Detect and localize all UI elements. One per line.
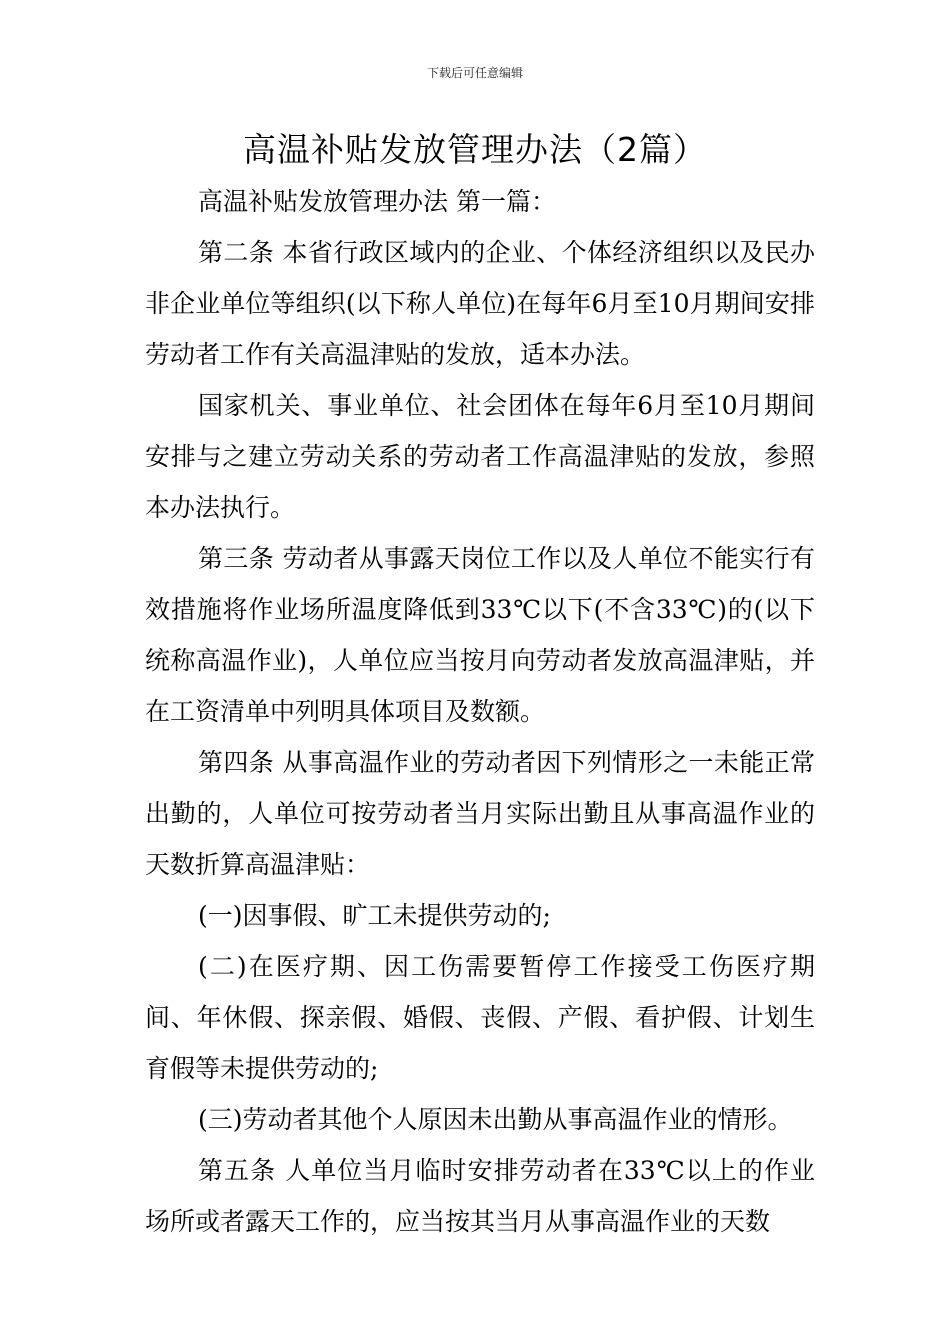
paragraph-article-2: 第二条 本省行政区域内的企业、个体经济组织以及民办非企业单位等组织(以下称人单位)在每年6月至10月期间安排劳动者工作有关高温津贴的发放，适本办法。 [145, 238, 815, 369]
paragraph-article-4: 第四条 从事高温作业的劳动者因下列情形之一未能正常出勤的，人单位可按劳动者当月实际出勤且从事高温作业的天数折算高温津贴： [145, 748, 815, 879]
paragraph-government-units: 国家机关、事业单位、社会团体在每年6月至10月期间安排与之建立劳动关系的劳动者工作高温津贴的发放，参照本办法执行。 [145, 391, 815, 522]
document-body [145, 176, 815, 1247]
paragraph-item-3: (三)劳动者其他个人原因未出勤从事高温作业的情形。 [198, 1105, 793, 1134]
header-note: 下载后可任意编辑 [426, 66, 523, 80]
document-title: 高温补贴发放管理办法（2篇） [243, 130, 707, 169]
paragraph-item-1: (一)因事假、旷工未提供劳动的; [198, 901, 551, 930]
paragraph-article-5: 第五条 人单位当月临时安排劳动者在33℃以上的作业场所或者露天工作的，应当按其当月从事高温作业的天数 [145, 1156, 815, 1236]
paragraph-item-2: (二)在医疗期、因工伤需要暂停工作接受工伤医疗期间、年休假、探亲假、婚假、丧假、产假、看护假、计划生育假等未提供劳动的; [145, 952, 815, 1083]
paragraph-article-3: 第三条 劳动者从事露天岗位工作以及人单位不能实行有效措施将作业场所温度降低到33℃以下(不含33℃)的(以下统称高温作业)，人单位应当按月向劳动者发放高温津贴，并在工资清单中列明具体项目及数额。 [145, 544, 815, 726]
paragraph-intro: 高温补贴发放管理办法 第一篇： [198, 187, 556, 216]
